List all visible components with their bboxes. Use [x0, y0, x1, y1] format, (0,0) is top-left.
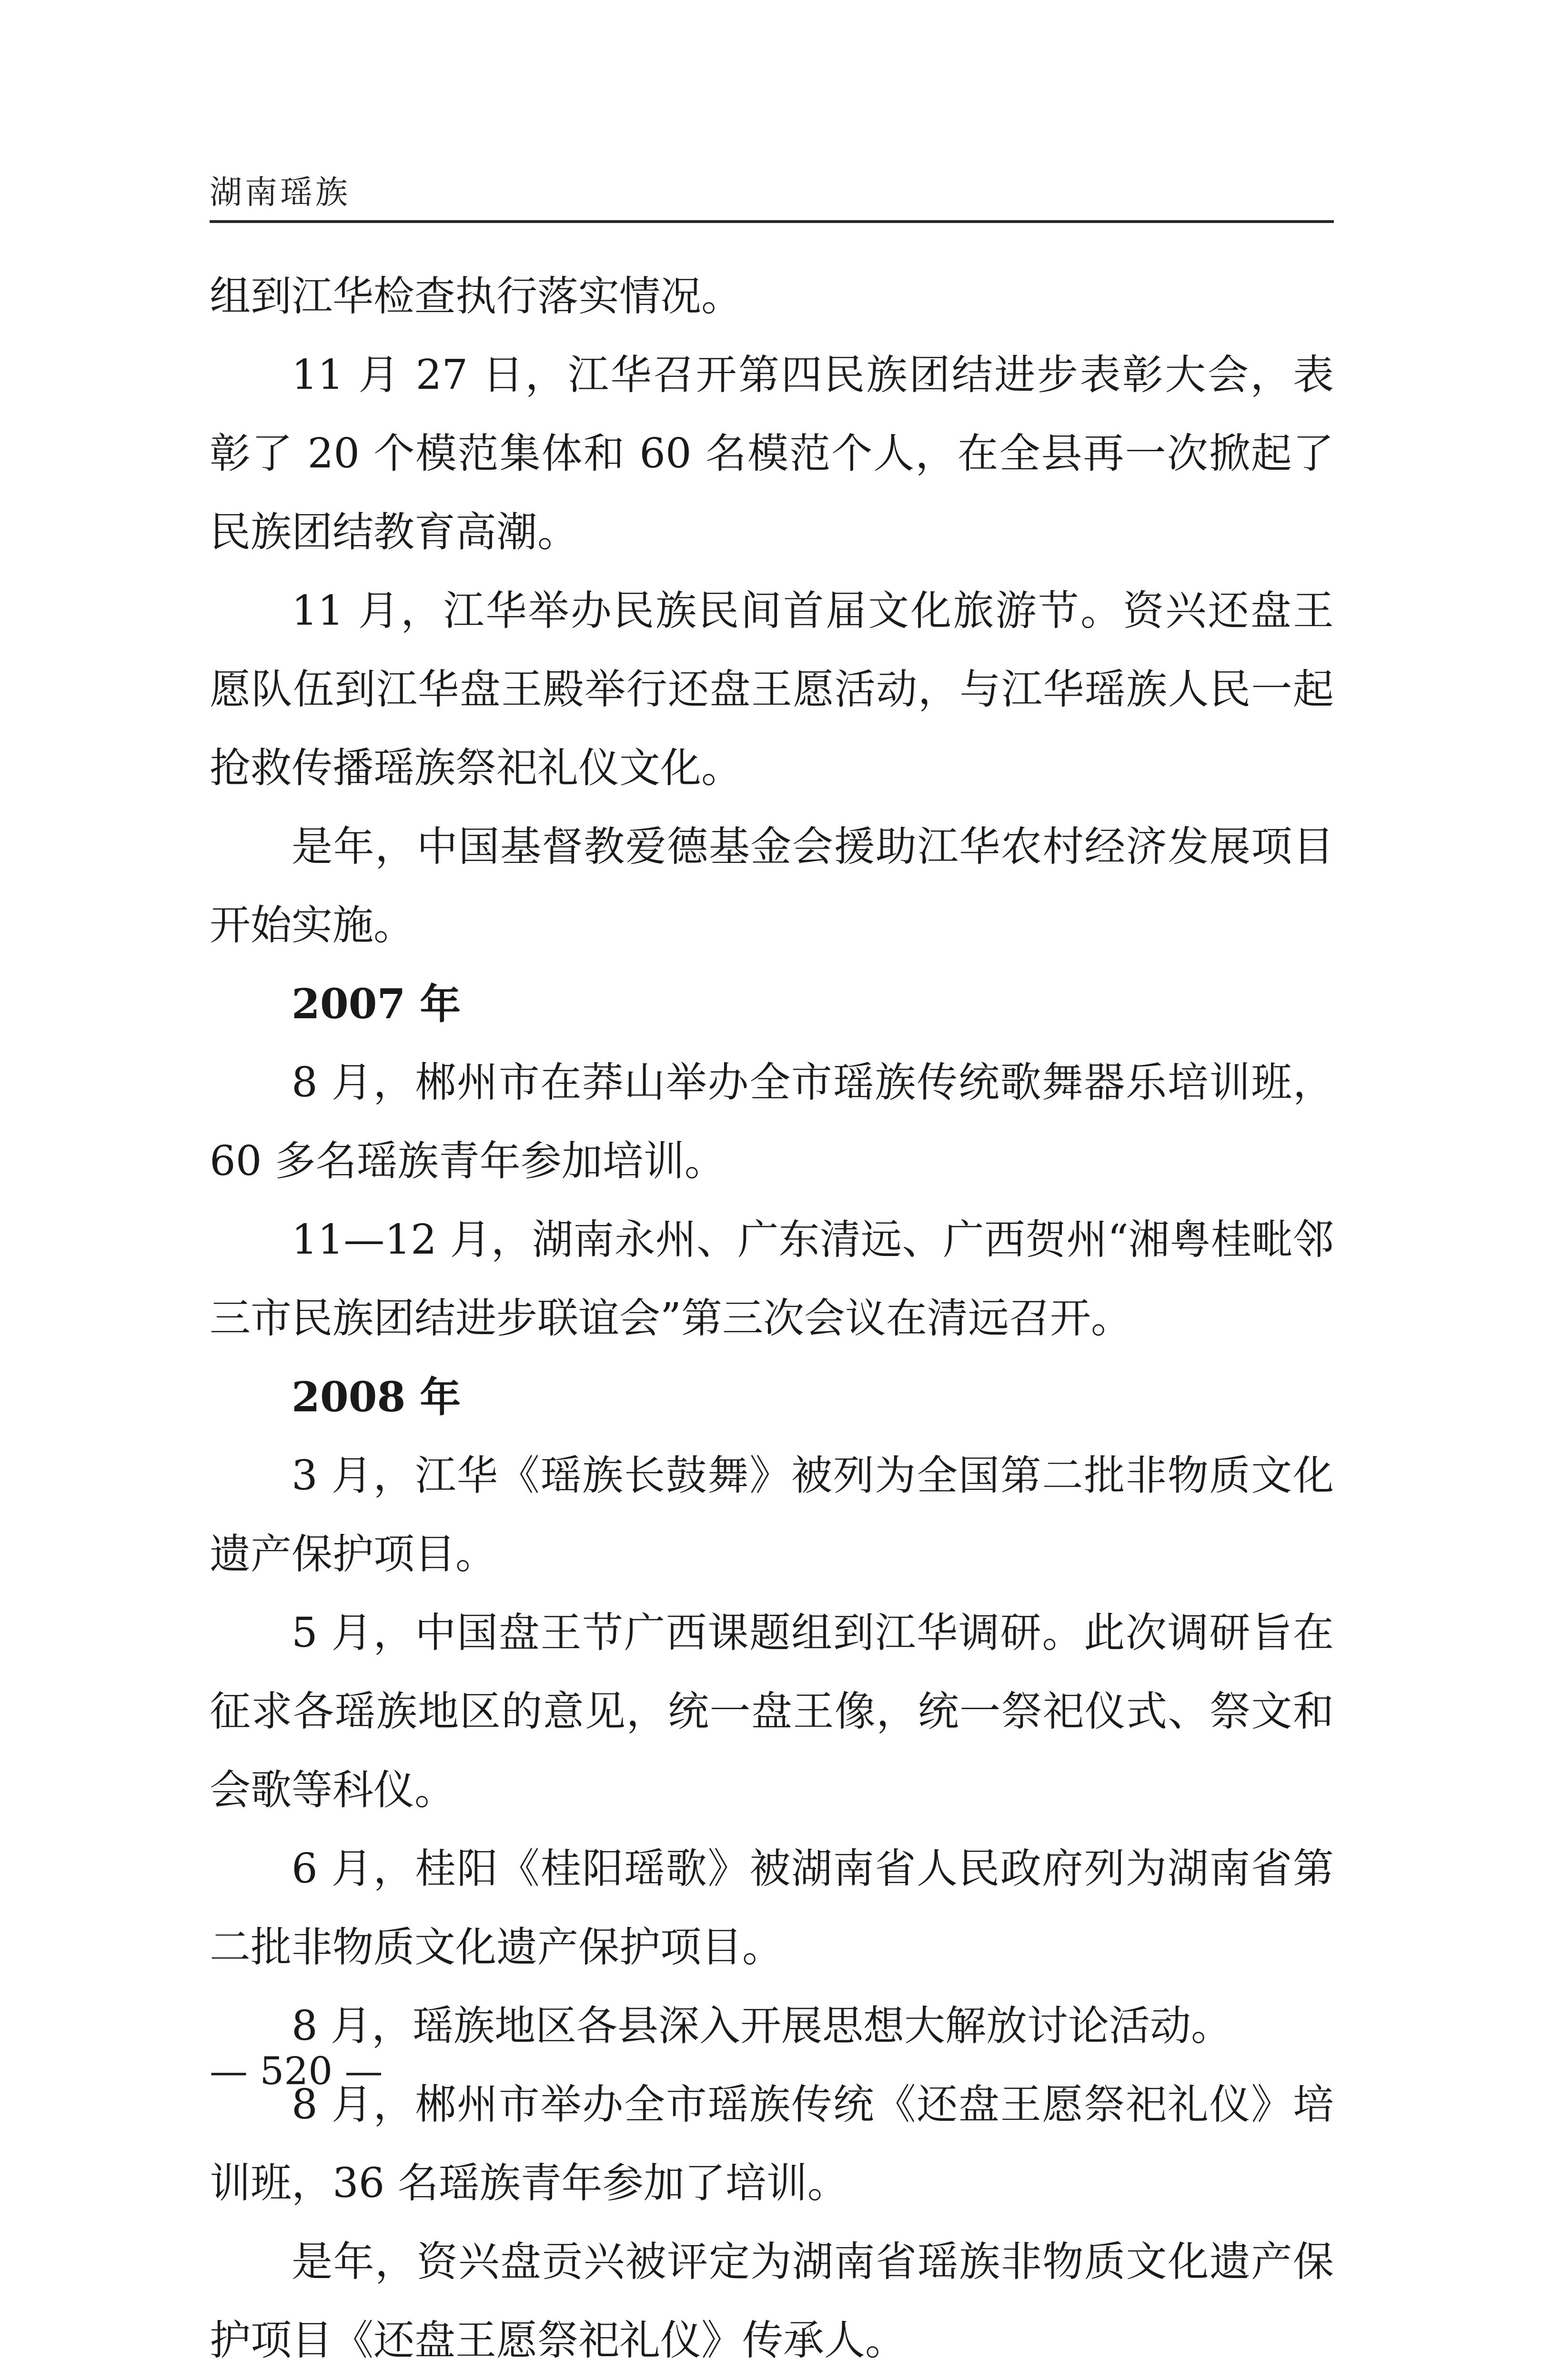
paragraph: 8 月，瑶族地区各县深入开展思想大解放讨论活动。	[292, 2002, 1232, 2050]
page-number: — 520 —	[210, 2049, 383, 2093]
paragraph: 6 月，桂阳《桂阳瑶歌》被湖南省人民政府列为湖南省第二批非物质文化遗产保护项目。	[210, 1845, 1334, 1971]
paragraph: 组到江华检查执行落实情况。	[210, 273, 742, 320]
paragraph: 8 月，郴州市举办全市瑶族传统《还盘王愿祭祀礼仪》培训班，36 名瑶族青年参加了培训。	[210, 2081, 1334, 2207]
paragraph: 5 月，中国盘王节广西课题组到江华调研。此次调研旨在征求各瑶族地区的意见，统一盘王像，统一祭祀仪式、祭文和会歌等科仪。	[210, 1609, 1334, 1814]
paragraph: 3 月，江华《瑶族长鼓舞》被列为全国第二批非物质文化遗产保护项目。	[210, 1452, 1334, 1578]
paragraph: 8 月，郴州市在莽山举办全市瑶族传统歌舞器乐培训班，60 多名瑶族青年参加培训。	[210, 1059, 1334, 1185]
running-header: 湖南瑶族	[210, 174, 351, 212]
paragraph: 11 月，江华举办民族民间首届文化旅游节。资兴还盘王愿队伍到江华盘王殿举行还盘王愿活动，与江华瑶族人民一起抢救传播瑶族祭祀礼仪文化。	[210, 587, 1334, 792]
paragraph: 11 月 27 日，江华召开第四民族团结进步表彰大会，表彰了 20 个模范集体和 60 名模范个人，在全县再一次掀起了民族团结教育高潮。	[210, 351, 1334, 556]
year-heading: 2008 年	[292, 1373, 461, 1421]
paragraph: 11—12 月，湖南永州、广东清远、广西贺州“湘粤桂毗邻三市民族团结进步联谊会”第三次会议在清远召开。	[210, 1216, 1334, 1342]
header-rule	[210, 220, 1334, 223]
paragraph: 是年，中国基督教爱德基金会援助江华农村经济发展项目开始实施。	[210, 823, 1334, 949]
paragraph: 是年，资兴盘贡兴被评定为湖南省瑶族非物质文化遗产保护项目《还盘王愿祭祀礼仪》传承人。	[210, 2238, 1334, 2364]
year-heading: 2007 年	[292, 980, 461, 1028]
